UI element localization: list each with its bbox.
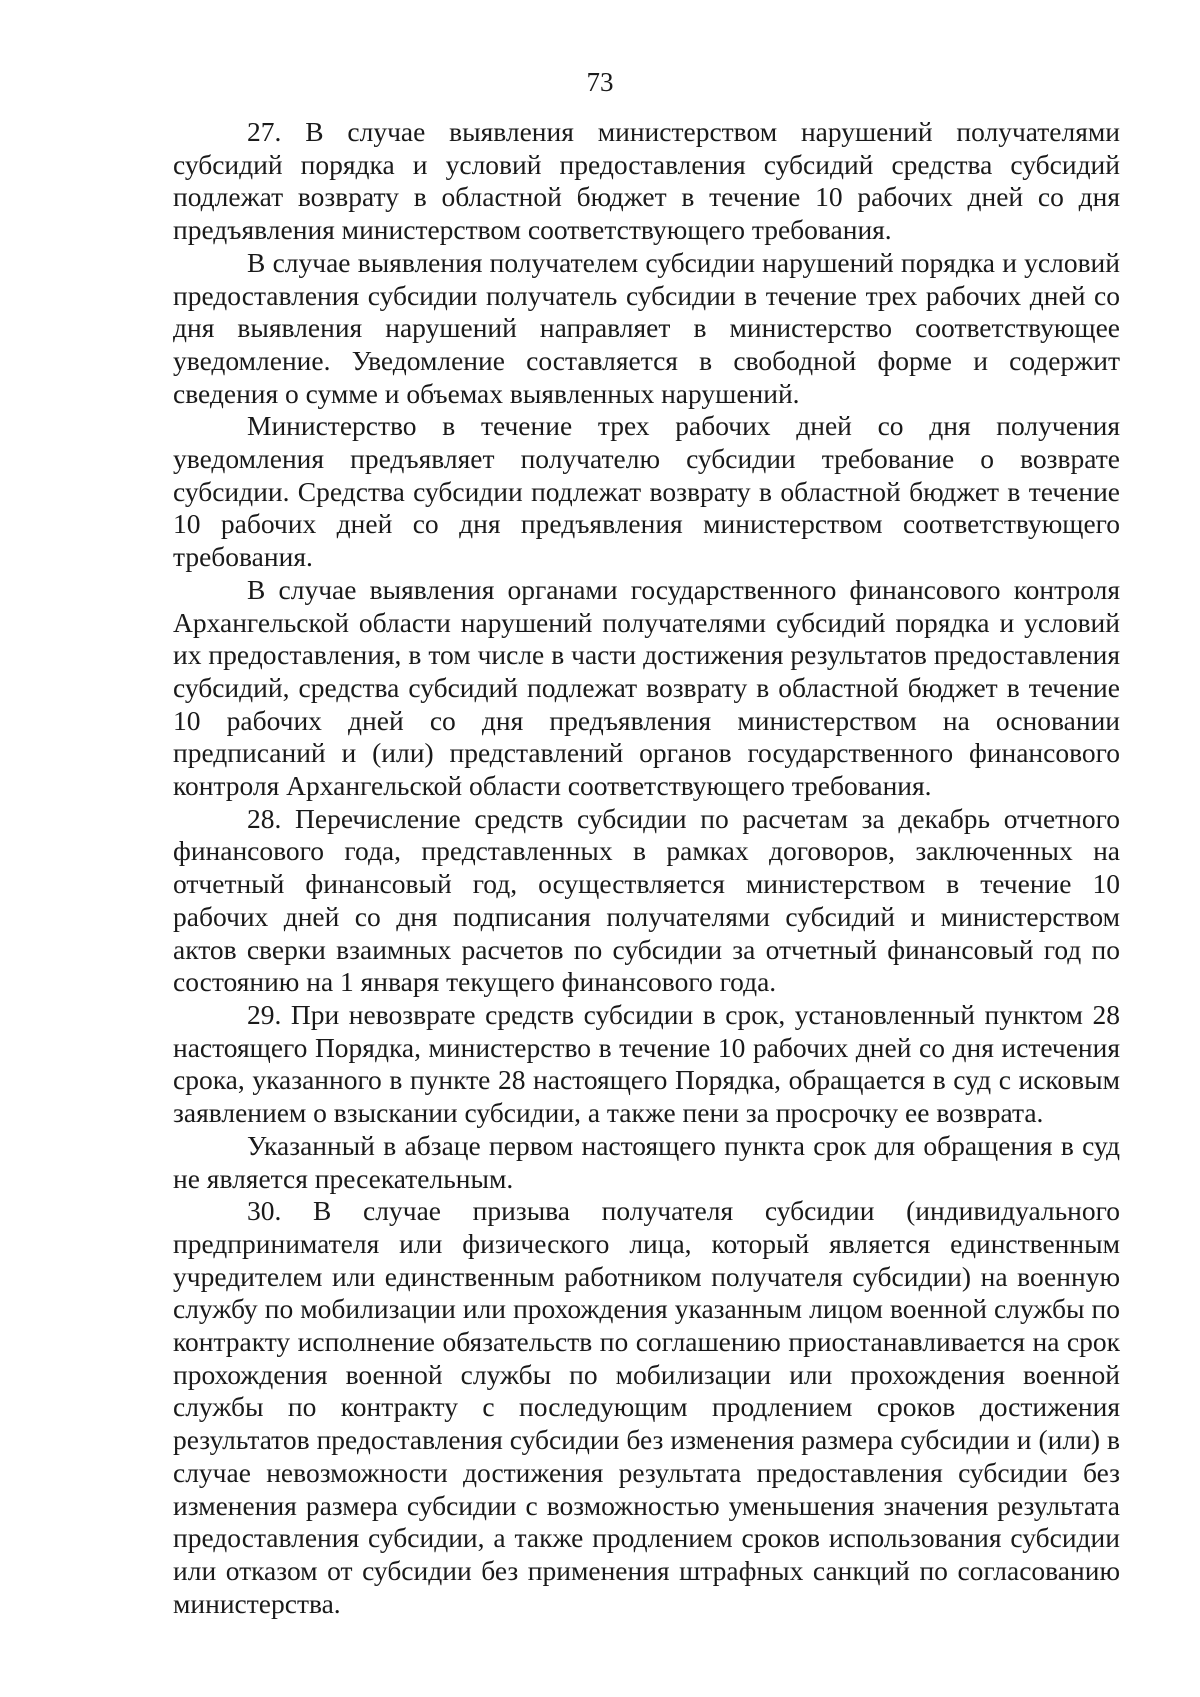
paragraph-27-financial-control: В случае выявления органами государственного финансового контроля Архангельской области нарушений получателями субсидий порядка и условий их предоставления, в том числе в части достижения результатов предоставления субсидий, средства субсидий подлежат возврату в областной бюджет в течение 10 рабочих дней со дня предъявления министерством на основании предписаний и (или) представлений органов государственного финансового контроля Архангельской области соответствующего требования. xyxy=(173,573,1120,802)
paragraph-29: 29. При невозврате средств субсидии в срок, установленный пунктом 28 настоящего Порядка, министерство в течение 10 рабочих дней со дня истечения срока, указанного в пункте 28 настоящего Порядка, обращается в суд с исковым заявлением о взыскании субсидии, а также пени за просрочку ее возврата. xyxy=(173,998,1120,1129)
paragraph-27-recipient-notice: В случае выявления получателем субсидии нарушений порядка и условий предоставления субсидии получатель субсидии в течение трех рабочих дней со дня выявления нарушений направляет в министерство соответствующее уведомление. Уведомление составляется в свободной форме и содержит сведения о сумме и объемах выявленных нарушений. xyxy=(173,246,1120,409)
document-body xyxy=(173,116,1120,1620)
paragraph-28: 28. Перечисление средств субсидии по расчетам за декабрь отчетного финансового года, представленных в рамках договоров, заключенных на отчетный финансовый год, осуществляется министерством в течение 10 рабочих дней со дня подписания получателями субсидий и министерством актов сверки взаимных расчетов по субсидии за отчетный финансовый год по состоянию на 1 января текущего финансового года. xyxy=(173,802,1120,998)
paragraph-30: 30. В случае призыва получателя субсидии (индивидуального предпринимателя или физического лица, который является единственным учредителем или единственным работником получателя субсидии) на военную службу по мобилизации или прохождения указанным лицом военной службы по контракту исполнение обязательств по соглашению приостанавливается на срок прохождения военной службы по мобилизации или прохождения военной службы по контракту с последующим продлением сроков достижения результатов предоставления субсидии без изменения размера субсидии и (или) в случае невозможности достижения результата предоставления субсидии без изменения размера субсидии с возможностью уменьшения значения результата предоставления субсидии, а также продлением сроков использования субсидии или отказом от субсидии без применения штрафных санкций по согласованию министерства. xyxy=(173,1195,1120,1619)
page-number: 73 xyxy=(586,67,614,97)
paragraph-27: 27. В случае выявления министерством нарушений получателями субсидий порядка и условий предоставления субсидий средства субсидий подлежат возврату в областной бюджет в течение 10 рабочих дней со дня предъявления министерством соответствующего требования. xyxy=(173,116,1120,246)
paragraph-29-term-note: Указанный в абзаце первом настоящего пункта срок для обращения в суд не является пресекательным. xyxy=(173,1129,1120,1194)
paragraph-27-ministry-demand: Министерство в течение трех рабочих дней со дня получения уведомления предъявляет получателю субсидии требование о возврате субсидии. Средства субсидии подлежат возврату в областной бюджет в течение 10 рабочих дней со дня предъявления министерством соответствующего требования. xyxy=(173,410,1120,573)
